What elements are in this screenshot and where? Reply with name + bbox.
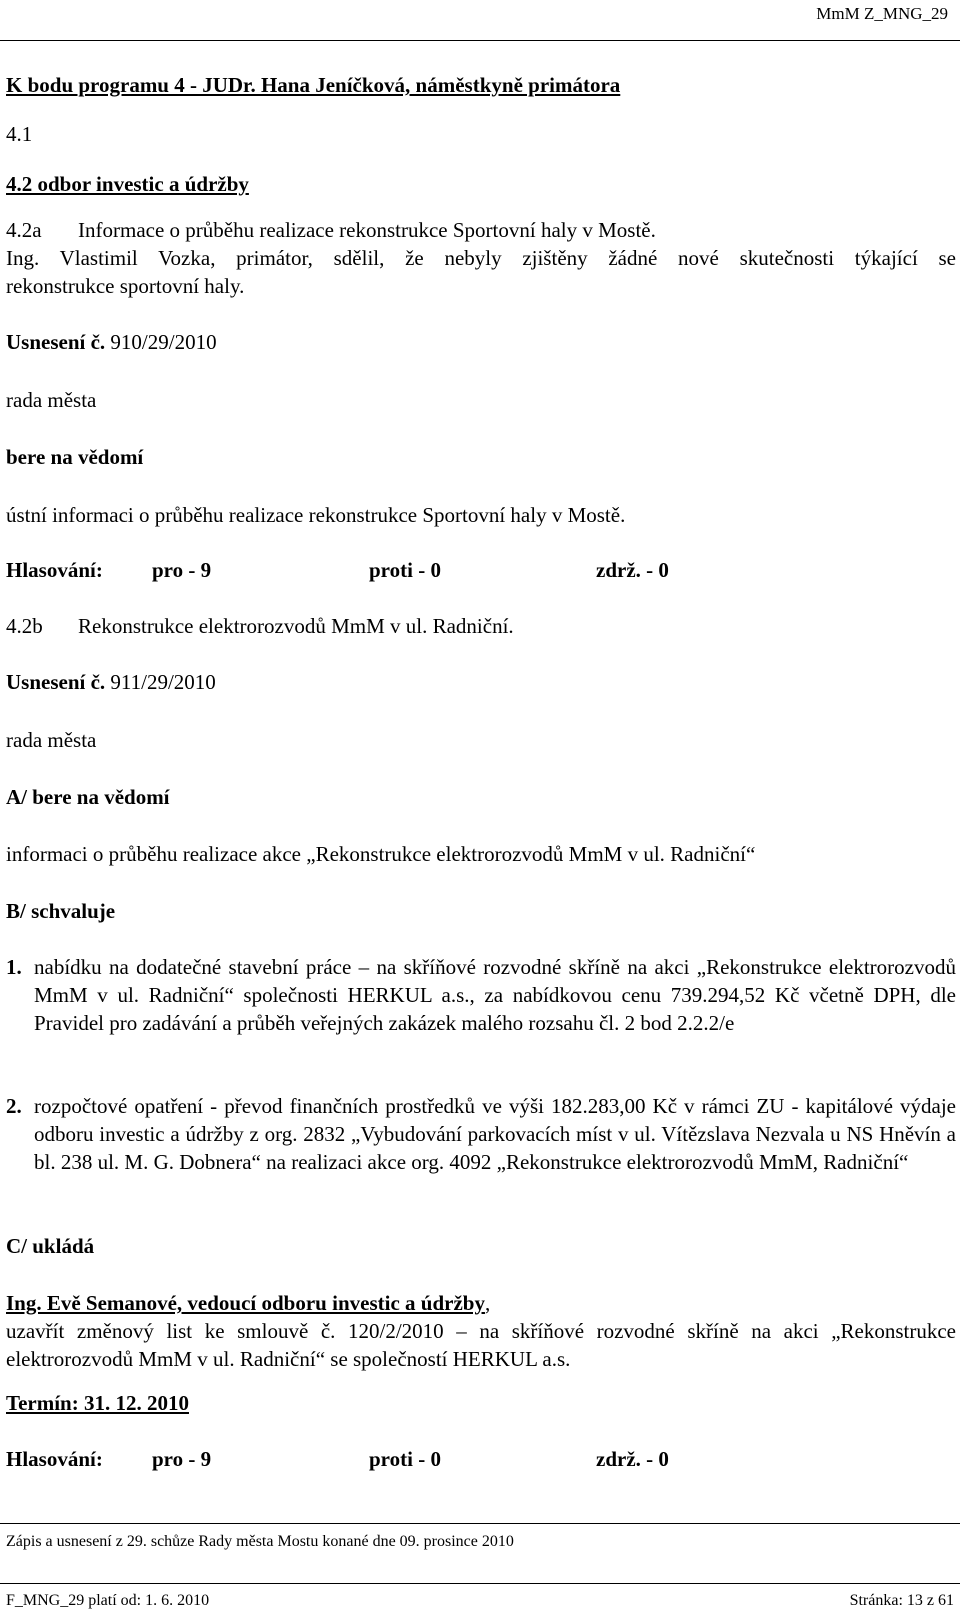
resolution-label: Usnesení č. [6,670,106,694]
vote-zdrz: zdrž. - 0 [596,558,669,582]
item-4-2a-number: 4.2a [6,218,42,242]
resolution-911-label [6,668,216,696]
item-4-2b-title: Rekonstrukce elektrorozvodů MmM v ul. Radniční. [78,614,514,638]
footer-form-code: F_MNG_29 platí od: 1. 6. 2010 [6,1592,210,1609]
vote-label: Hlasování: [6,558,103,582]
vote-label: Hlasování: [6,1447,103,1471]
resolution-911-body: rada města [6,728,97,752]
document-code: MmM Z_MNG_29 [816,4,948,23]
resolution-number: 911/29/2010 [110,670,216,694]
resolution-label: Usnesení č. [6,330,106,354]
vote-proti: proti - 0 [369,1447,441,1471]
point-1-text: nabídku na dodatečné stavební práce – na skříňové rozvodné skříně na akci „Rekonstrukce elektrorozvodů MmM v ul. Radniční“ společnosti HERKUL a.s., za nabídkovou cenu 739.294,52 Kč včetně DPH, dle Pravidel pro zadávání a průběh veřejných zakázek malého rozsahu čl. 2 bod 2.2.2/e [34,955,956,1035]
task-text: uzavřít změnový list ke smlouvě č. 120/2/2010 – na skříňové rozvodné skříně na akci „Rekonstrukce elektrorozvodů MmM v ul. Radniční“ se společností HERKUL a.s. [6,1319,956,1371]
section-a-text: informaci o průběhu realizace akce „Rekonstrukce elektrorozvodů MmM v ul. Radniční“ [6,842,756,866]
item-4-2a-text-line1: Ing. Vlastimil Vozka, primátor, sdělil, že nebyly zjištěny žádné nové skutečnosti týkající se [6,246,956,270]
section-c-heading: C/ ukládá [6,1234,95,1258]
agenda-item-4-2: 4.2 odbor investic a údržby [6,172,249,196]
resolution-910-verb: bere na vědomí [6,445,144,469]
assignee-comma: , [484,1291,491,1315]
section-a-heading: A/ bere na vědomí [6,785,170,809]
item-4-2a-text-line2: rekonstrukce sportovní haly. [6,274,245,298]
item-4-2a-title: Informace o průběhu realizace rekonstrukce Sportovní haly v Mostě. [78,218,656,242]
resolution-910-body: rada města [6,388,97,412]
agenda-heading: K bodu programu 4 - JUDr. Hana Jeníčková, náměstkyně primátora [6,73,621,97]
agenda-item-4-1: 4.1 [6,122,33,146]
footer-meeting: Zápis a usnesení z 29. schůze Rady města Mostu konané dne 09. prosince 2010 [6,1533,514,1550]
vote-pro: pro - 9 [152,558,212,582]
assignee-name: Ing. Evě Semanové, vedoucí odboru investic a údržby [6,1291,485,1315]
resolution-910-label [6,328,217,356]
resolution-number: 910/29/2010 [110,330,217,354]
deadline: Termín: 31. 12. 2010 [6,1391,189,1415]
assignee [6,1289,490,1317]
vote-zdrz: zdrž. - 0 [596,1447,669,1471]
footer-rule-bottom [0,1583,960,1584]
point-1-number: 1. [6,955,22,979]
vote-proti: proti - 0 [369,558,441,582]
vote-pro: pro - 9 [152,1447,212,1471]
item-4-2b-number: 4.2b [6,614,43,638]
footer-rule-top [0,1523,960,1524]
vote-910 [6,558,706,586]
resolution-910-content: ústní informaci o průběhu realizace rekonstrukce Sportovní haly v Mostě. [6,503,626,527]
point-2-number: 2. [6,1094,22,1118]
point-2-text: rozpočtové opatření - převod finančních prostředků ve výši 182.283,00 Kč v rámci ZU - kapitálové výdaje odboru investic a údržby z org. 2832 „Vybudování parkovacích míst v ul. Vítězslava Nezvala u NS Hněvín a bl. 238 ul. M. G. Dobnera“ na realizaci akce org. 4092 „Rekonstrukce elektrorozvodů MmM, Radniční“ [34,1094,956,1174]
header-rule [0,40,960,41]
vote-911 [6,1447,706,1475]
section-b-heading: B/ schvaluje [6,899,116,923]
footer-page-number: Stránka: 13 z 61 [849,1592,954,1609]
